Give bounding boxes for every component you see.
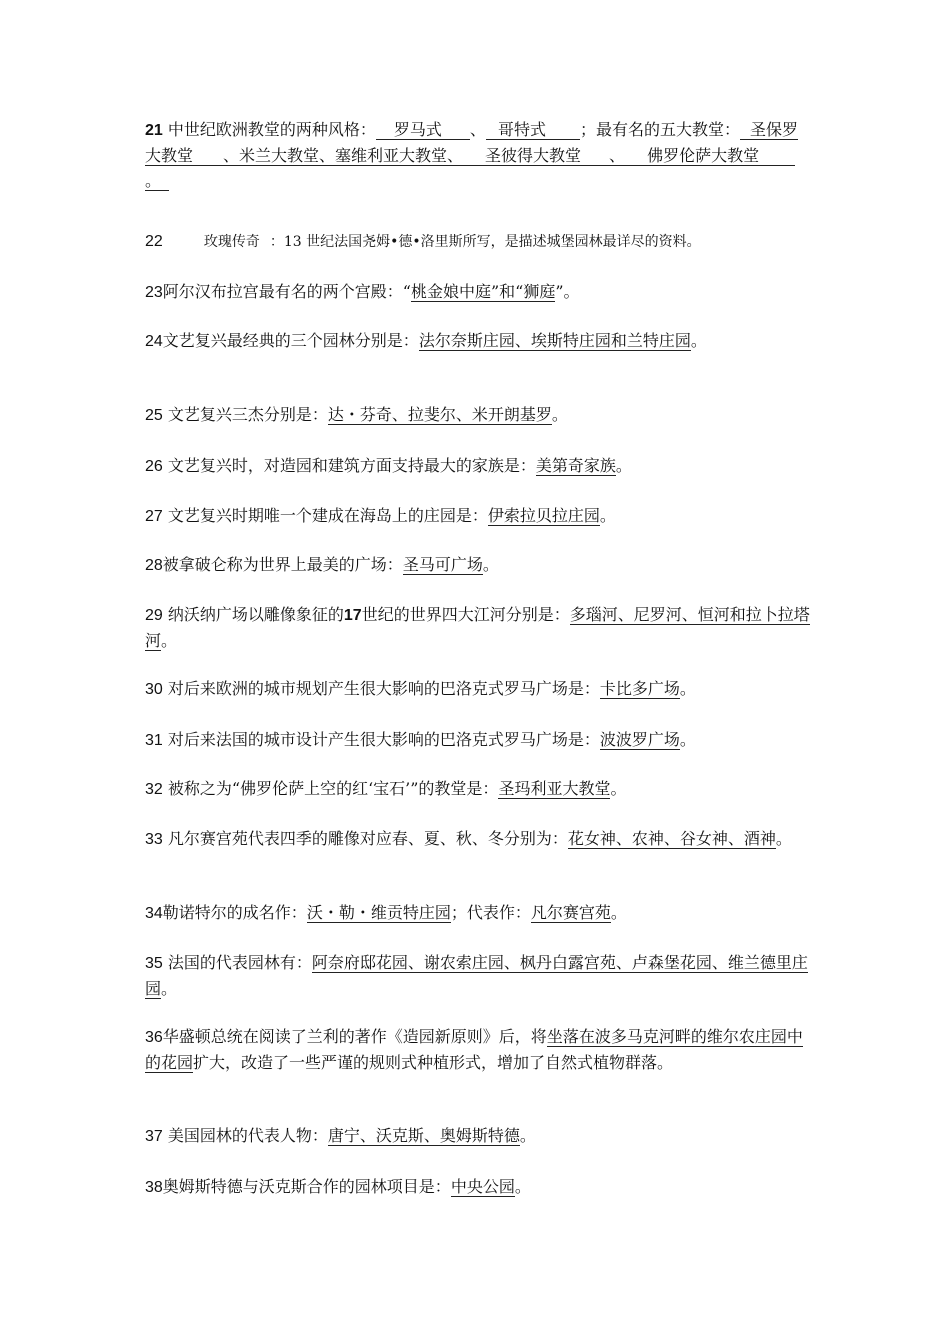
question-28: 28被拿破仑称为世界上最美的广场：圣马可广场。 — [145, 555, 499, 574]
question-number: 31 — [145, 732, 163, 749]
question-text: 对后来法国的城市设计产生很大影响的巴洛克式罗马广场是： — [167, 730, 600, 749]
question-text: 被拿破仑称为世界上最美的广场： — [162, 555, 403, 574]
answer-blank: 波波罗广场 — [599, 730, 680, 749]
question-number: 25 — [145, 407, 163, 424]
question-text: 纳沃纳广场以雕像象征的 — [167, 605, 344, 624]
question-number: 34 — [145, 905, 163, 922]
question-text: 凡尔赛宫苑代表四季的雕像对应春、夏、秋、冬分别为： — [167, 829, 568, 848]
question-text: 法国的代表园林有： — [167, 953, 312, 972]
question-23: 23阿尔汉布拉宫最有名的两个宫殿：“桃金娘中庭”和“狮庭”。 — [145, 282, 580, 301]
question-text: ；最有名的五大教堂： — [579, 120, 740, 139]
question-31: 31 对后来法国的城市设计产生很大影响的巴洛克式罗马广场是：波波罗广场。 — [145, 730, 696, 749]
answer-blank: 哥特式 — [486, 120, 580, 140]
question-35: 35 法国的代表园林有：阿奈府邸花园、谢农索庄园、枫丹白露宫苑、卢森堡花园、维兰德里庄园。 — [145, 953, 808, 998]
question-24: 24文艺复兴最经典的三个园林分别是：法尔奈斯庄园、埃斯特庄园和兰特庄园。 — [145, 331, 707, 350]
question-number: 33 — [145, 831, 163, 848]
question-text: ；代表作： — [450, 903, 531, 922]
question-number: 27 — [145, 508, 163, 525]
question-text: 阿尔汉布拉宫最有名的两个宫殿：“ — [162, 282, 411, 301]
question-34: 34勒诺特尔的成名作：沃・勒・维贡特庄园；代表作：凡尔赛宫苑。 — [145, 903, 627, 922]
answer-blank: 圣马可广场 — [402, 555, 483, 574]
question-36 — [145, 1024, 810, 1075]
question-21: 21 中世纪欧洲教堂的两种风格： 罗马式 、 哥特式 ；最有名的五大教堂： 圣保罗大教堂 、米兰大教堂、塞维利亚大教堂、 圣彼得大教堂 、 佛罗伦萨大教堂。 — [145, 120, 798, 190]
question-text: 文艺复兴时期唯一个建成在海岛上的庄园是： — [167, 506, 488, 525]
answer-blank: 桃金娘中庭”和“狮庭 — [410, 282, 556, 301]
question-text: 对后来欧洲的城市规划产生很大影响的巴洛克式罗马广场是： — [167, 679, 600, 698]
answer-blank: 中央公园 — [450, 1177, 515, 1196]
question-38: 38奥姆斯特德与沃克斯合作的园林项目是：中央公园。 — [145, 1177, 531, 1196]
question-text: ：13 世纪法国尧姆•德•洛里斯所写，是描述城堡园林最详尽的资料。 — [269, 234, 701, 250]
answer-blank: 坐落在波多马克河畔的维尔农庄园中的花园 — [145, 1027, 803, 1072]
question-number: 29 — [145, 607, 163, 624]
question-37: 37 美国园林的代表人物：唐宁、沃克斯、奥姆斯特德。 — [145, 1126, 536, 1145]
question-number: 24 — [145, 333, 163, 350]
question-number: 22 — [145, 233, 163, 250]
question-text: 文艺复兴时，对造园和建筑方面支持最大的家族是： — [167, 456, 536, 475]
answer-text: 玫瑰传奇 — [203, 234, 260, 250]
question-number: 35 — [145, 955, 163, 972]
question-text: 文艺复兴三杰分别是： — [167, 405, 328, 424]
answer-blank: 阿奈府邸花园、谢农索庄园、枫丹白露宫苑、卢森堡花园、维兰德里庄园 — [145, 953, 808, 998]
answer-blank: 唐宁、沃克斯、奥姆斯特德 — [327, 1126, 520, 1145]
question-number: 30 — [145, 681, 163, 698]
question-text: 扩大，改造了一些严谨的规则式种植形式，增加了自然式植物群落。 — [193, 1053, 674, 1072]
question-text: 被称之为“佛罗伦萨上空的红‘宝石’”的教堂是： — [167, 779, 499, 798]
answer-blank: 多瑙河、尼罗河、恒河和拉卜拉塔河 — [145, 605, 810, 650]
question-text: 中世纪欧洲教堂的两种风格： — [167, 120, 376, 139]
question-text: 勒诺特尔的成名作： — [162, 903, 307, 922]
question-22 — [145, 228, 810, 255]
question-number: 28 — [145, 557, 163, 574]
answer-blank: 圣保罗大教堂 、米兰大教堂、塞维利亚大教堂、 圣彼得大教堂 、 佛罗伦萨大教堂。 — [145, 120, 798, 190]
answer-blank: 沃・勒・维贡特庄园 — [306, 903, 451, 922]
answer-blank: 卡比多广场 — [599, 679, 680, 698]
answer-blank: 达・芬奇、拉斐尔、米开朗基罗 — [327, 405, 552, 424]
question-number: 36 — [145, 1029, 163, 1046]
question-29: 29 纳沃纳广场以雕像象征的17世纪的世界四大江河分别是：多瑙河、尼罗河、恒河和拉卜拉塔河。 — [145, 605, 810, 650]
question-32: 32 被称之为“佛罗伦萨上空的红‘宝石’”的教堂是：圣玛利亚大教堂。 — [145, 779, 627, 798]
question-text: 文艺复兴最经典的三个园林分别是： — [162, 331, 419, 350]
answer-blank: 凡尔赛宫苑 — [530, 903, 611, 922]
question-text: 奥姆斯特德与沃克斯合作的园林项目是： — [162, 1177, 451, 1196]
answer-blank: 罗马式 — [376, 120, 470, 140]
question-text: 华盛顿总统在阅读了兰利的著作《造园新原则》后，将 — [162, 1027, 547, 1046]
question-number: 38 — [145, 1179, 163, 1196]
answer-blank: 法尔奈斯庄园、埃斯特庄园和兰特庄园 — [418, 331, 691, 350]
question-number: 37 — [145, 1128, 163, 1145]
question-number: 32 — [145, 781, 163, 798]
answer-blank: 美第奇家族 — [535, 456, 616, 475]
question-text: 世纪的世界四大江河分别是： — [361, 605, 570, 624]
question-26: 26 文艺复兴时，对造园和建筑方面支持最大的家族是：美第奇家族。 — [145, 456, 632, 475]
question-text: 美国园林的代表人物： — [167, 1126, 328, 1145]
question-25: 25 文艺复兴三杰分别是：达・芬奇、拉斐尔、米开朗基罗。 — [145, 405, 568, 424]
question-27: 27 文艺复兴时期唯一个建成在海岛上的庄园是：伊索拉贝拉庄园。 — [145, 506, 616, 525]
question-number: 23 — [145, 284, 163, 301]
answer-blank: 花女神、农神、谷女神、酒神 — [567, 829, 776, 848]
answer-blank: 圣玛利亚大教堂 — [498, 779, 611, 798]
question-number: 26 — [145, 458, 163, 475]
answer-blank: 伊索拉贝拉庄园 — [487, 506, 600, 525]
question-number: 21 — [145, 122, 163, 139]
question-30: 30 对后来欧洲的城市规划产生很大影响的巴洛克式罗马广场是：卡比多广场。 — [145, 679, 696, 698]
question-33: 33 凡尔赛宫苑代表四季的雕像对应春、夏、秋、冬分别为：花女神、农神、谷女神、酒神。 — [145, 829, 792, 848]
